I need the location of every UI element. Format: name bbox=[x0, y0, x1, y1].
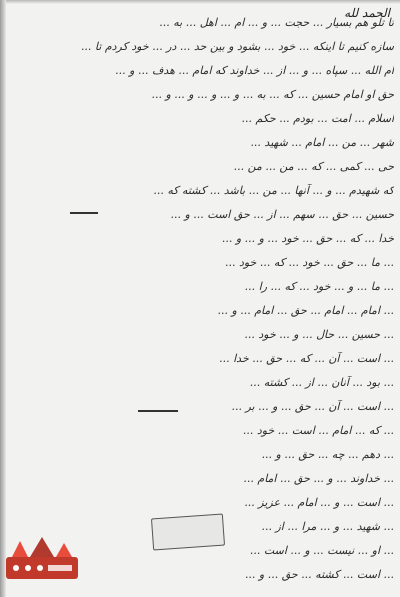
hw-line-4: حق او امام حسین ... که ... به ... و ... و ... و ... و ... bbox=[151, 88, 394, 101]
publisher-logo bbox=[2, 533, 82, 589]
hw-line-3: ام الله ... سپاه ... و ... از ... خداوند که امام ... هدف ... و ... bbox=[115, 64, 394, 77]
scan-edge-left bbox=[0, 0, 6, 597]
logo-flag-shape bbox=[56, 543, 72, 557]
hw-line-6: شهر ... من ... امام ... شهید ... bbox=[250, 136, 394, 149]
strikethrough-mark bbox=[138, 410, 178, 412]
hw-line-7: حی ... کمی ... که ... من ... من ... bbox=[233, 160, 394, 173]
hw-line-18: ... که ... امام ... است ... خود ... bbox=[242, 424, 394, 437]
logo-dot bbox=[13, 565, 19, 571]
ink-stamp bbox=[151, 514, 225, 551]
hw-line-15: ... است ... آن ... که ... حق ... خدا ... bbox=[219, 352, 394, 365]
hw-line-16: ... بود ... آنان ... از ... کشته ... bbox=[249, 376, 394, 389]
hw-line-21: ... است ... و ... امام ... عزیز ... bbox=[244, 496, 394, 509]
hw-line-14: ... حسین ... حال ... و ... خود ... bbox=[244, 328, 394, 341]
logo-dot bbox=[25, 565, 31, 571]
hw-line-5: اسلام ... امت ... بودم ... حکم ... bbox=[241, 112, 394, 125]
hw-line-11: ... ما ... حق ... خود ... که ... خود ... bbox=[224, 256, 394, 269]
hw-line-9: حسین ... حق ... سهم ... از ... حق است ... و ... bbox=[170, 208, 394, 221]
page-header: الحمد لله bbox=[344, 6, 390, 20]
hw-line-12: ... ما ... و ... خود ... که ... را ... bbox=[244, 280, 394, 293]
hw-line-10: خدا ... که ... حق ... خود ... و ... و ... bbox=[221, 232, 394, 245]
handwritten-text bbox=[8, 0, 394, 597]
hw-line-8: که شهیدم ... و ... آنها ... من ... باشد ... کشته که ... bbox=[153, 184, 394, 197]
hw-line-19: ... دهم ... چه ... حق ... و ... bbox=[261, 448, 394, 461]
hw-line-1: تا تلو هم بسیار ... حجت ... و ... ام ... اهل ... به ... bbox=[159, 16, 394, 29]
logo-flag-shape bbox=[12, 541, 28, 557]
hw-line-23: ... او ... نیست ... و ... است ... bbox=[249, 544, 394, 557]
logo-flag-shape bbox=[30, 537, 54, 557]
logo-bar bbox=[48, 565, 72, 571]
hw-line-20: ... خداوند ... و ... حق ... امام ... bbox=[243, 472, 394, 485]
logo-dot bbox=[37, 565, 43, 571]
strikethrough-mark bbox=[70, 212, 98, 214]
hw-line-24: ... است ... کشته ... حق ... و ... bbox=[244, 568, 394, 581]
hw-line-13: ... امام ... امام ... حق ... امام ... و ... bbox=[217, 304, 394, 317]
hw-line-22: ... شهید ... و ... مرا ... از ... bbox=[261, 520, 394, 533]
hw-line-17: ... است ... آن ... حق ... و ... بر ... bbox=[231, 400, 394, 413]
hw-line-2: سازه کنیم تا اینکه ... خود ... بشود و بین حد ... در ... خود کردم تا ... bbox=[80, 40, 394, 53]
